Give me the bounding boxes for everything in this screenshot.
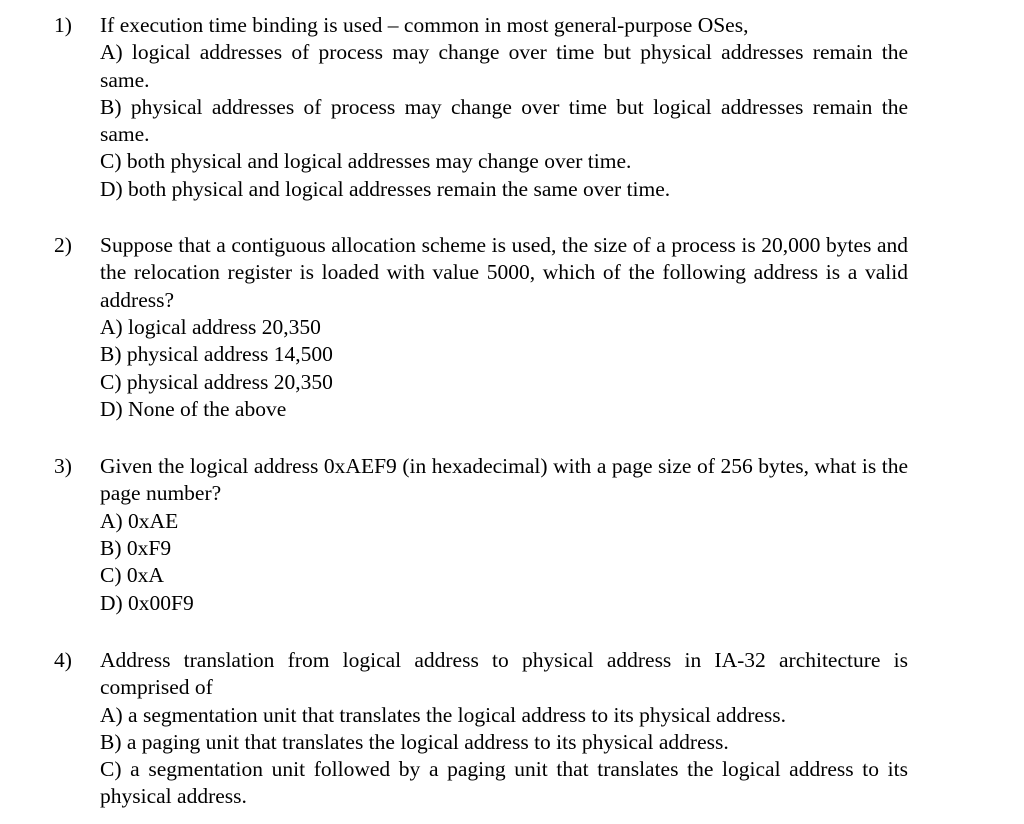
option-c: C) both physical and logical addresses may change over time.: [100, 149, 632, 174]
question-1: [0, 12, 1024, 203]
question-stem: Address translation from logical address to physical address in IA-32 architecture is comprised of: [100, 647, 908, 700]
option-c: C) physical address 20,350: [100, 369, 333, 394]
question-number: 2): [54, 233, 72, 258]
question-number: 4): [54, 647, 72, 672]
option-c: C) a segmentation unit followed by a paging unit that translates the logical address to its physical address.: [100, 757, 908, 809]
question-number: 1): [54, 13, 72, 37]
option-d: D) 0x00F9: [100, 590, 194, 615]
option-a: A) 0xAE: [100, 508, 179, 533]
option-b: B) physical addresses of process may change over time but logical addresses remain the same.: [100, 94, 908, 147]
question-stem: Given the logical address 0xAEF9 (in hexadecimal) with a page size of 256 bytes, what is the page number?: [100, 454, 908, 506]
question-body: [100, 647, 908, 811]
question-stem: If execution time binding is used – common in most general-purpose OSes,: [100, 13, 749, 37]
option-a: A) a segmentation unit that translates the logical address to its physical address.: [100, 702, 787, 727]
question-body: [100, 12, 908, 203]
option-b: B) physical address 14,500: [100, 342, 333, 367]
question-body: [100, 453, 908, 617]
question-3: [0, 453, 1024, 617]
question-2: [0, 232, 1024, 423]
question-sheet: [0, 12, 1024, 811]
question-number: 3): [54, 454, 72, 479]
option-b: B) a paging unit that translates the logical address to its physical address.: [100, 729, 729, 754]
option-a: A) logical addresses of process may change over time but physical addresses remain the same.: [100, 40, 908, 92]
question-body: [100, 232, 908, 423]
option-b: B) 0xF9: [100, 536, 172, 561]
option-d: D) both physical and logical addresses remain the same over time.: [100, 176, 671, 201]
option-d: D) None of the above: [100, 396, 287, 421]
option-a: A) logical address 20,350: [100, 314, 321, 339]
option-c: C) 0xA: [100, 563, 164, 588]
question-4: [0, 647, 1024, 811]
question-stem: Suppose that a contiguous allocation scheme is used, the size of a process is 20,000 bytes and the relocation register is loaded with value 5000, which of the following address is a valid address?: [100, 233, 908, 312]
